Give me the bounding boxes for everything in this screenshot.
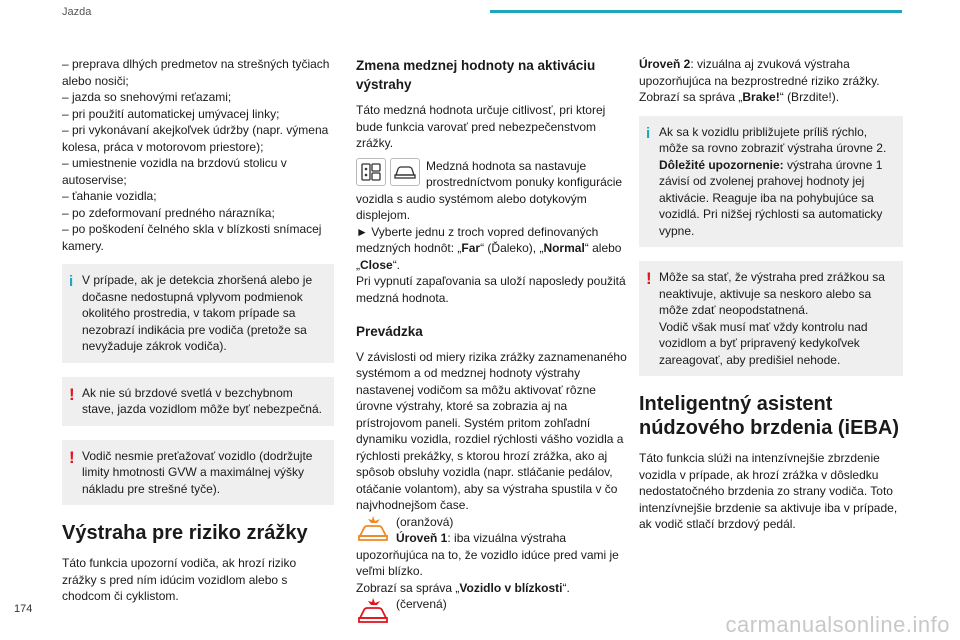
list-item: – umiestnenie vozidla na brzdovú stolicu v autoservise; xyxy=(62,156,287,187)
option-normal: Normal xyxy=(543,241,585,255)
warning-note-text: Ak nie sú brzdové svetlá v bezchybnom stave, jazda vozidlom môže byť nebezpečná. xyxy=(82,385,322,416)
orange-label: (oranžová) xyxy=(396,514,454,529)
config-block xyxy=(356,158,628,224)
list-item: – po poškodení čelného skla v blízkosti snímacej kamery. xyxy=(62,222,322,253)
level2-icon-block xyxy=(356,596,628,626)
warning-icon: ! xyxy=(69,447,75,467)
list-item: – jazda so snehovými reťazami; xyxy=(62,90,232,104)
info-note xyxy=(639,116,903,248)
option-close: Close xyxy=(360,257,393,272)
option-far: Far xyxy=(461,241,481,255)
red-label: (červená) xyxy=(396,597,447,611)
warning-note xyxy=(639,261,903,376)
config-text: Medzná hodnota sa nastavuje prostredníctvom ponuky konfigurácie vozidla s audio systémom alebo dotykovým displejom. xyxy=(356,158,623,222)
info-note xyxy=(62,264,334,363)
collision-warning-heading: Výstraha pre riziko zrážky xyxy=(62,522,308,544)
message-suffix: “. xyxy=(562,580,570,595)
info-note-text: Ak sa k vozidlu približujete príliš rýchlo, môže sa rovno zobraziť výstraha úrovne 2. xyxy=(659,124,887,155)
option-end: “. xyxy=(392,257,401,272)
threshold-heading: Zmena medznej hodnoty na aktiváciu výstrahy xyxy=(356,58,596,92)
level1-description xyxy=(356,530,628,580)
column-2 xyxy=(356,56,628,626)
list-item: – ťahanie vozidla; xyxy=(62,189,157,203)
level1-block xyxy=(356,514,628,580)
list-item: – po zdeformovaní predného nárazníka; xyxy=(62,205,275,220)
collision-warning-red-icon xyxy=(356,596,390,626)
list-item: – pri použití automatickej umývacej linky; xyxy=(62,106,280,121)
info-note-text: V prípade, ak je detekcia zhoršená alebo je dočasne nedostupná vplyvom podmienok okolitého prostredia, v takom prípade sa nezobrazí indikácia pre vodiča (pretože sa nevyžaduje zákrok vodiča). xyxy=(82,273,313,353)
message-suffix: “ (Brzdite!). xyxy=(779,90,840,104)
warning-note-text: Môže sa stať, že výstraha pred zrážkou sa neaktivuje, aktivuje sa neskoro alebo sa môže zdať neopodstatnená. xyxy=(659,270,885,317)
collision-warning-intro: Táto funkcia upozorní vodiča, ak hrozí riziko zrážky s pred ním idúcim vozidlom alebo s chodcom či cyklistom. xyxy=(62,556,297,603)
brake-text: Brake! xyxy=(742,90,780,104)
message-text: Vozidlo v blízkosti xyxy=(459,580,563,595)
ieba-text: Táto funkcia slúži na intenzívnejšie zbrzdenie vozidla v prípade, ak hrozí zrážka v dôsledku nedostatočného brzdenia zo strany vodiča. Toto intenzívnejšie brzdenie sa aktivuje iba v prípade, ak vodič stlačí brzdový pedál. xyxy=(639,451,898,531)
level2-label: Úroveň 2 xyxy=(639,57,691,71)
level1-text: : iba vizuálna výstraha upozorňujúca na to, že vozidlo idúce pred vami je veľmi blízko. xyxy=(356,531,619,578)
threshold-intro: Táto medzná hodnota určuje citlivosť, pri ktorej bude funkcia varovať pred nebezpečenstvom zrážky. xyxy=(356,103,606,150)
option-separator: “ alebo „ xyxy=(356,241,622,272)
config-icons xyxy=(356,158,420,186)
exception-list xyxy=(62,56,334,254)
info-icon: i xyxy=(646,124,651,142)
accent-bar xyxy=(490,10,902,13)
level2-text: : vizuálna aj zvuková výstraha upozorňujúca na bezprostredné riziko zrážky. xyxy=(639,57,880,88)
brake-message xyxy=(639,89,903,106)
list-item: – preprava dlhých predmetov na strešných tyčiach alebo nosiči; xyxy=(62,57,330,88)
important-note xyxy=(659,157,893,240)
column-1 xyxy=(62,56,334,605)
collision-warning-orange-icon xyxy=(356,514,390,544)
column-3 xyxy=(639,56,903,533)
list-item: – pri vykonávaní akejkoľvek údržby (napr. výmena kolesa, práca v motorovom priestore); xyxy=(62,123,329,154)
level1-message xyxy=(356,580,628,597)
page-number: 174 xyxy=(14,603,33,615)
message-prefix: Zobrazí sa správa „ xyxy=(639,90,743,104)
warning-icon: ! xyxy=(646,269,652,288)
warning-note-text: Vodič nesmie preťažovať vozidlo (dodržujte limity hmotnosti GVW a maximálnej výšky nákladu pre strešné tyče). xyxy=(82,448,313,496)
warning-note xyxy=(62,377,334,426)
warning-icon: ! xyxy=(69,384,75,404)
message-prefix: Zobrazí sa správa „ xyxy=(356,580,460,595)
options-intro: ► Vyberte jednu z troch vopred definovaných medzných hodnôt: „ xyxy=(356,224,599,255)
warning-note xyxy=(62,440,334,506)
operation-heading: Prevádzka xyxy=(356,324,423,339)
audio-system-icon xyxy=(356,158,386,186)
watermark: carmanualsonline.info xyxy=(725,612,950,637)
warning-note-text: Vodič však musí mať vždy kontrolu nad vozidlom a byť pripravený kedykoľvek zareagovať, aby predišiel nehode. xyxy=(659,319,868,367)
level1-label: Úroveň 1 xyxy=(396,531,448,545)
option-separator: “ (Ďaleko), „ xyxy=(480,241,544,255)
important-text: výstraha úrovne 1 závisí od zvolenej prahovej hodnoty jej aktivácie. Reaguje iba na pohybujúce sa vozidlá. Pri nižšej rýchlosti sa automaticky vypne. xyxy=(659,157,883,238)
level2-description xyxy=(639,56,903,89)
threshold-options xyxy=(356,224,628,274)
ignition-note: Pri vypnutí zapaľovania sa uloží naposledy použitá medzná hodnota. xyxy=(356,274,626,305)
info-icon: i xyxy=(69,273,74,290)
important-label: Dôležité upozornenie: xyxy=(659,157,784,172)
car-settings-icon xyxy=(390,158,420,186)
section-title: Jazda xyxy=(62,6,92,18)
ieba-heading: Inteligentný asistent núdzového brzdenia (iEBA) xyxy=(639,393,899,439)
operation-text: V závislosti od miery rizika zrážky zaznamenaného systémom a od medznej hodnoty výstrahy nastavenej vodičom sa môžu aktivovať rôzne úrovne výstrahy, ktoré sa zobrazia aj na prístrojovom paneli. Systém pritom zohľadní dynamiku vozidla, rozdiel rýchlosti vášho vozidla a rýchlosti prekážky, s ktorou hrozí zrážka, ako aj spôsob obsluhy vozidla (napr. stláčanie pedálov, otáčanie volantom), aby sa výstraha spustila v čo najvhodnejšom čase. xyxy=(356,349,627,512)
